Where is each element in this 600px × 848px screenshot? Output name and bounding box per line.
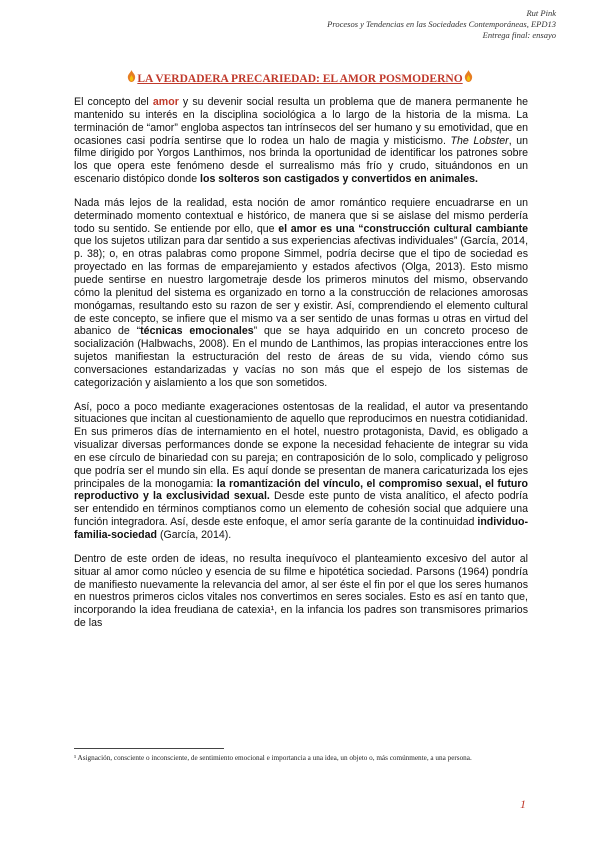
footnote-divider — [74, 748, 224, 749]
header-author: Rut Pink — [526, 8, 556, 18]
emphasis-construccion: el amor es una “construcción cultural cambiante — [278, 222, 529, 235]
highlight-amor: amor — [152, 96, 179, 108]
paragraph-2: Nada más lejos de la realidad, esta noción de amor romántico requiere encuadrarse en un determinado momento contextual e histórico, de manera que si se aislase del mismo perdería todo su sentido. Se entiende por ello, que el amor es una “construcción cultural cambiante que los sujetos utilizan para dar sentido a sus experiencias afectivas individuales” (García, 2014, p. 38); o, en otras palabras como propone Simmel, podría decirse que el tipo de sociedad es proyectado en las formas de emparejamiento y estados afectivos (Olga, 2013). Esto mismo puede sentirse en nuestro largometraje desde los primeros minutos del mismo, observando cómo la plenitud del sistema es organizado en torno a la construcción de relaciones amorosas monógamas, resultando esto su razon de ser y existir. Así, comprendiendo el elemento cultural de este concepto, se infiere que el mismo va a ser sentido de unas formas u otras en virtud del abanico de “técnicas emocionales” que se haya adquirido en un concreto proceso de socialización (Halbwachs, 2008). En el mundo de Lanthimos, las propias interacciones entre los sujetos manifiestan la estructuración del resto de áreas de su vida, viendo cómo sus conversaciones estandarizadas y vacías no son más que el espejo de los sistemas de categorización y aislamiento a los que son sometidos. — [74, 196, 529, 389]
header-delivery: Entrega final: ensayo — [482, 30, 556, 40]
paragraph-4: Dentro de este orden de ideas, no resulta inequívoco el planteamiento excesivo del autor al situar al amor como núcleo y esencia de su filme e hipotética sociedad. Parsons (1964) pondría de manifiesto nuevamente la relevancia del amor, al ser éste el fin por el que los seres humanos en nuestros primeros ciclos vitales nos convertimos en seres sociales. Esto es así en tanto que, incorporando la idea freudiana de catexia¹, en la infancia los padres son transmisores primarios de las — [74, 552, 528, 630]
footnote: ¹ Asignación, consciente o inconsciente, de sentimiento emocional e importancia a una idea, un objeto o, más comúnmente, a una persona. — [74, 754, 472, 762]
film-title: The Lobster — [450, 134, 509, 147]
flame-icon — [126, 70, 137, 85]
emphasis-tecnicas: técnicas emocionales — [140, 325, 254, 338]
page-number: 1 — [520, 797, 526, 811]
page-header — [327, 8, 556, 41]
header-course: Procesos y Tendencias en las Sociedades Contemporáneas, EPD13 — [327, 19, 556, 29]
emphasis-solteros: los solteros son castigados y convertidos en animales. — [200, 173, 478, 186]
title-text: LA VERDADERA PRECARIEDAD: EL AMOR POSMODERNO — [137, 73, 463, 85]
emphasis-monogamia: la romantización del vínculo, el compromiso sexual, el futuro reproductivo y la exclusividad sexual. — [74, 477, 528, 503]
essay-title — [0, 70, 600, 85]
paragraph-3: Así, poco a poco mediante exageraciones ostentosas de la realidad, el autor va presentando situaciones que incitan al cuestionamiento de aquello que reproducimos en nuestra cotidianidad. En sus primeros días de internamiento en el hotel, nuestro protagonista, David, es obligado a visualizar diversas performances donde se expone la necesidad fehaciente de integrar su vida en ese círculo de binariedad con su pareja; en contraposición de lo solo, complicado y peligroso que podría ser el mundo sin ella. Es aquí donde se presentan de manera caricaturizada los ejes principales de la monogamia: la romantización del vínculo, el compromiso sexual, el futuro reproductivo y la exclusividad sexual. Desde este punto de vista analítico, el afecto podría ser entendido en términos comptianos como un elemento de cohesión social que adquiere una función integradora. Así, desde este enfoque, el amor sería garante de la continuidad individuo-familia-sociedad (García, 2014). — [74, 400, 528, 541]
paragraph-1: El concepto del amor y su devenir social resulta un problema que de manera permanente he mantenido su interés en la disciplina sociológica a lo largo de la historia de la misma. La terminación de “amor” engloba aspectos tan intrínsecos del ser humano y su emotividad, que en ocasiones casi podría sentirse que lo rodea un halo de magia y misticismo. The Lobster, un filme dirigido por Yorgos Lanthimos, nos brinda la oportunidad de identificar los patrones sobre los que opera este fenómeno desde el surrealismo más frío y crudo, situándonos en un escenario distópico donde los solteros son castigados y convertidos en animales. — [74, 96, 529, 186]
flame-icon — [463, 70, 474, 85]
emphasis-individuo: individuo-familia-sociedad — [74, 516, 528, 541]
essay-body — [74, 96, 528, 641]
